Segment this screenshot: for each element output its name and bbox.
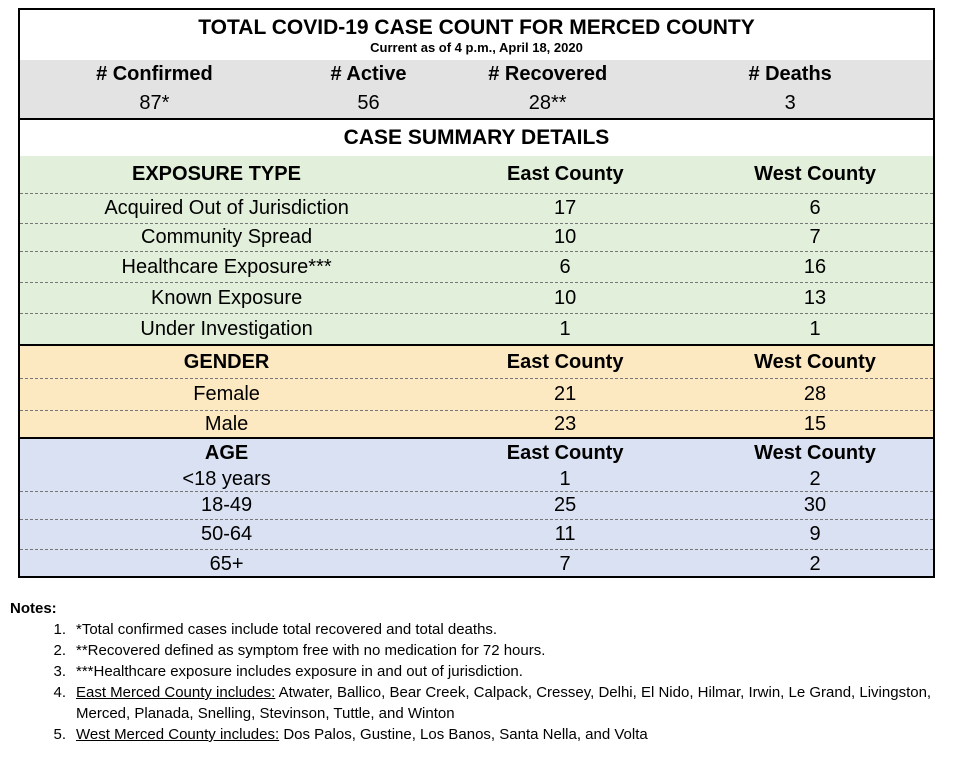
row-west-value: 9 <box>809 523 821 545</box>
note-number: 5. <box>53 726 66 743</box>
row-label: Male <box>204 412 249 435</box>
confirmed-label: # Confirmed <box>96 63 213 85</box>
note-item <box>10 724 940 745</box>
row-label: Known Exposure <box>150 286 303 309</box>
row-label: 50-64 <box>201 523 253 545</box>
row-east-value: 1 <box>559 467 571 490</box>
row-east-value: 10 <box>553 286 577 309</box>
table-row <box>20 194 933 224</box>
table-row <box>20 283 933 314</box>
row-label: Healthcare Exposure*** <box>121 255 332 278</box>
row-west-value: 6 <box>809 197 821 219</box>
deaths-value: 3 <box>784 92 796 114</box>
recovered-value: 28** <box>528 92 567 114</box>
note-prefix: West Merced County includes: <box>76 726 280 743</box>
summary-title: CASE SUMMARY DETAILS <box>20 120 933 156</box>
notes-section <box>10 600 940 745</box>
table-row <box>20 314 933 344</box>
note-body: Dos Palos, Gustine, Los Banos, Santa Nella, and Volta <box>279 726 648 743</box>
note-text <box>76 682 940 724</box>
note-body: ***Healthcare exposure includes exposure in and out of jurisdiction. <box>76 663 523 680</box>
age-section <box>20 437 933 578</box>
totals-labels-row <box>20 60 933 89</box>
age-header-row <box>20 439 933 467</box>
row-east-value: 23 <box>553 412 577 435</box>
table-row <box>20 520 933 550</box>
row-label: 18-49 <box>201 494 253 516</box>
table-row <box>20 467 933 492</box>
note-text <box>76 619 940 640</box>
row-east-value: 11 <box>554 523 576 545</box>
table-row <box>20 379 933 411</box>
row-west-value: 16 <box>803 255 827 278</box>
row-west-value: 30 <box>803 494 827 516</box>
active-value: 56 <box>357 92 380 114</box>
totals-values-row <box>20 89 933 118</box>
note-item <box>10 619 940 640</box>
row-east-value: 7 <box>559 552 571 575</box>
note-text <box>76 724 940 745</box>
row-label: <18 years <box>182 467 271 490</box>
row-west-value: 28 <box>803 383 827 405</box>
gender-header-east: East County <box>506 350 624 373</box>
gender-header-west: West County <box>754 350 876 373</box>
note-number: 4. <box>53 684 66 701</box>
notes-title: Notes: <box>10 600 57 617</box>
table-row <box>20 411 933 437</box>
row-east-value: 6 <box>559 255 571 278</box>
age-header-west: West County <box>754 441 876 464</box>
note-item <box>10 682 940 724</box>
exposure-header-row <box>20 156 933 194</box>
table-row <box>20 550 933 578</box>
row-west-value: 15 <box>803 412 827 435</box>
gender-header-row <box>20 346 933 379</box>
note-body: **Recovered defined as symptom free with no medication for 72 hours. <box>76 642 546 659</box>
report-subtitle: Current as of 4 p.m., April 18, 2020 <box>370 40 583 55</box>
exposure-header-west: West County <box>754 163 877 185</box>
note-text <box>76 661 940 682</box>
row-west-value: 7 <box>809 226 821 248</box>
case-report-table <box>18 8 935 578</box>
report-header <box>20 10 933 60</box>
row-label: Under Investigation <box>140 317 313 340</box>
deaths-label: # Deaths <box>748 63 832 85</box>
row-west-value: 1 <box>809 317 821 340</box>
active-label: # Active <box>330 63 407 85</box>
note-number: 2. <box>53 642 66 659</box>
note-item <box>10 661 940 682</box>
row-east-value: 1 <box>559 317 571 340</box>
table-row <box>20 492 933 520</box>
row-west-value: 13 <box>803 286 827 309</box>
row-label: Community Spread <box>141 226 313 248</box>
row-label: Acquired Out of Jurisdiction <box>104 197 349 219</box>
note-body: *Total confirmed cases include total recovered and total deaths. <box>76 621 498 638</box>
note-item <box>10 640 940 661</box>
row-label: 65+ <box>209 552 244 575</box>
gender-header-label: GENDER <box>183 350 270 373</box>
age-header-label: AGE <box>204 441 249 464</box>
row-east-value: 10 <box>553 226 577 248</box>
exposure-header-east: East County <box>507 163 624 185</box>
report-title: TOTAL COVID-19 CASE COUNT FOR MERCED COUNTY <box>198 16 755 39</box>
totals-panel <box>20 60 933 120</box>
exposure-section <box>20 156 933 344</box>
exposure-header-label: EXPOSURE TYPE <box>132 163 301 185</box>
note-number: 1. <box>53 621 66 638</box>
row-west-value: 2 <box>809 467 821 490</box>
table-row <box>20 224 933 252</box>
age-header-east: East County <box>506 441 624 464</box>
row-label: Female <box>193 383 260 405</box>
note-body: Atwater, Ballico, Bear Creek, Calpack, Cressey, Delhi, El Nido, Hilmar, Irwin, Le Grand, Livingston, Merced, Planada, Snelling, Stevinson, Tuttle, and Winton <box>76 684 932 722</box>
row-east-value: 25 <box>553 494 577 516</box>
confirmed-value: 87* <box>139 92 170 114</box>
note-text <box>76 640 940 661</box>
note-prefix: East Merced County includes: <box>76 684 276 701</box>
row-west-value: 2 <box>809 552 821 575</box>
gender-section <box>20 344 933 437</box>
recovered-label: # Recovered <box>488 63 608 85</box>
row-east-value: 21 <box>553 383 577 405</box>
table-row <box>20 252 933 283</box>
note-number: 3. <box>53 663 66 680</box>
row-east-value: 17 <box>553 197 577 219</box>
